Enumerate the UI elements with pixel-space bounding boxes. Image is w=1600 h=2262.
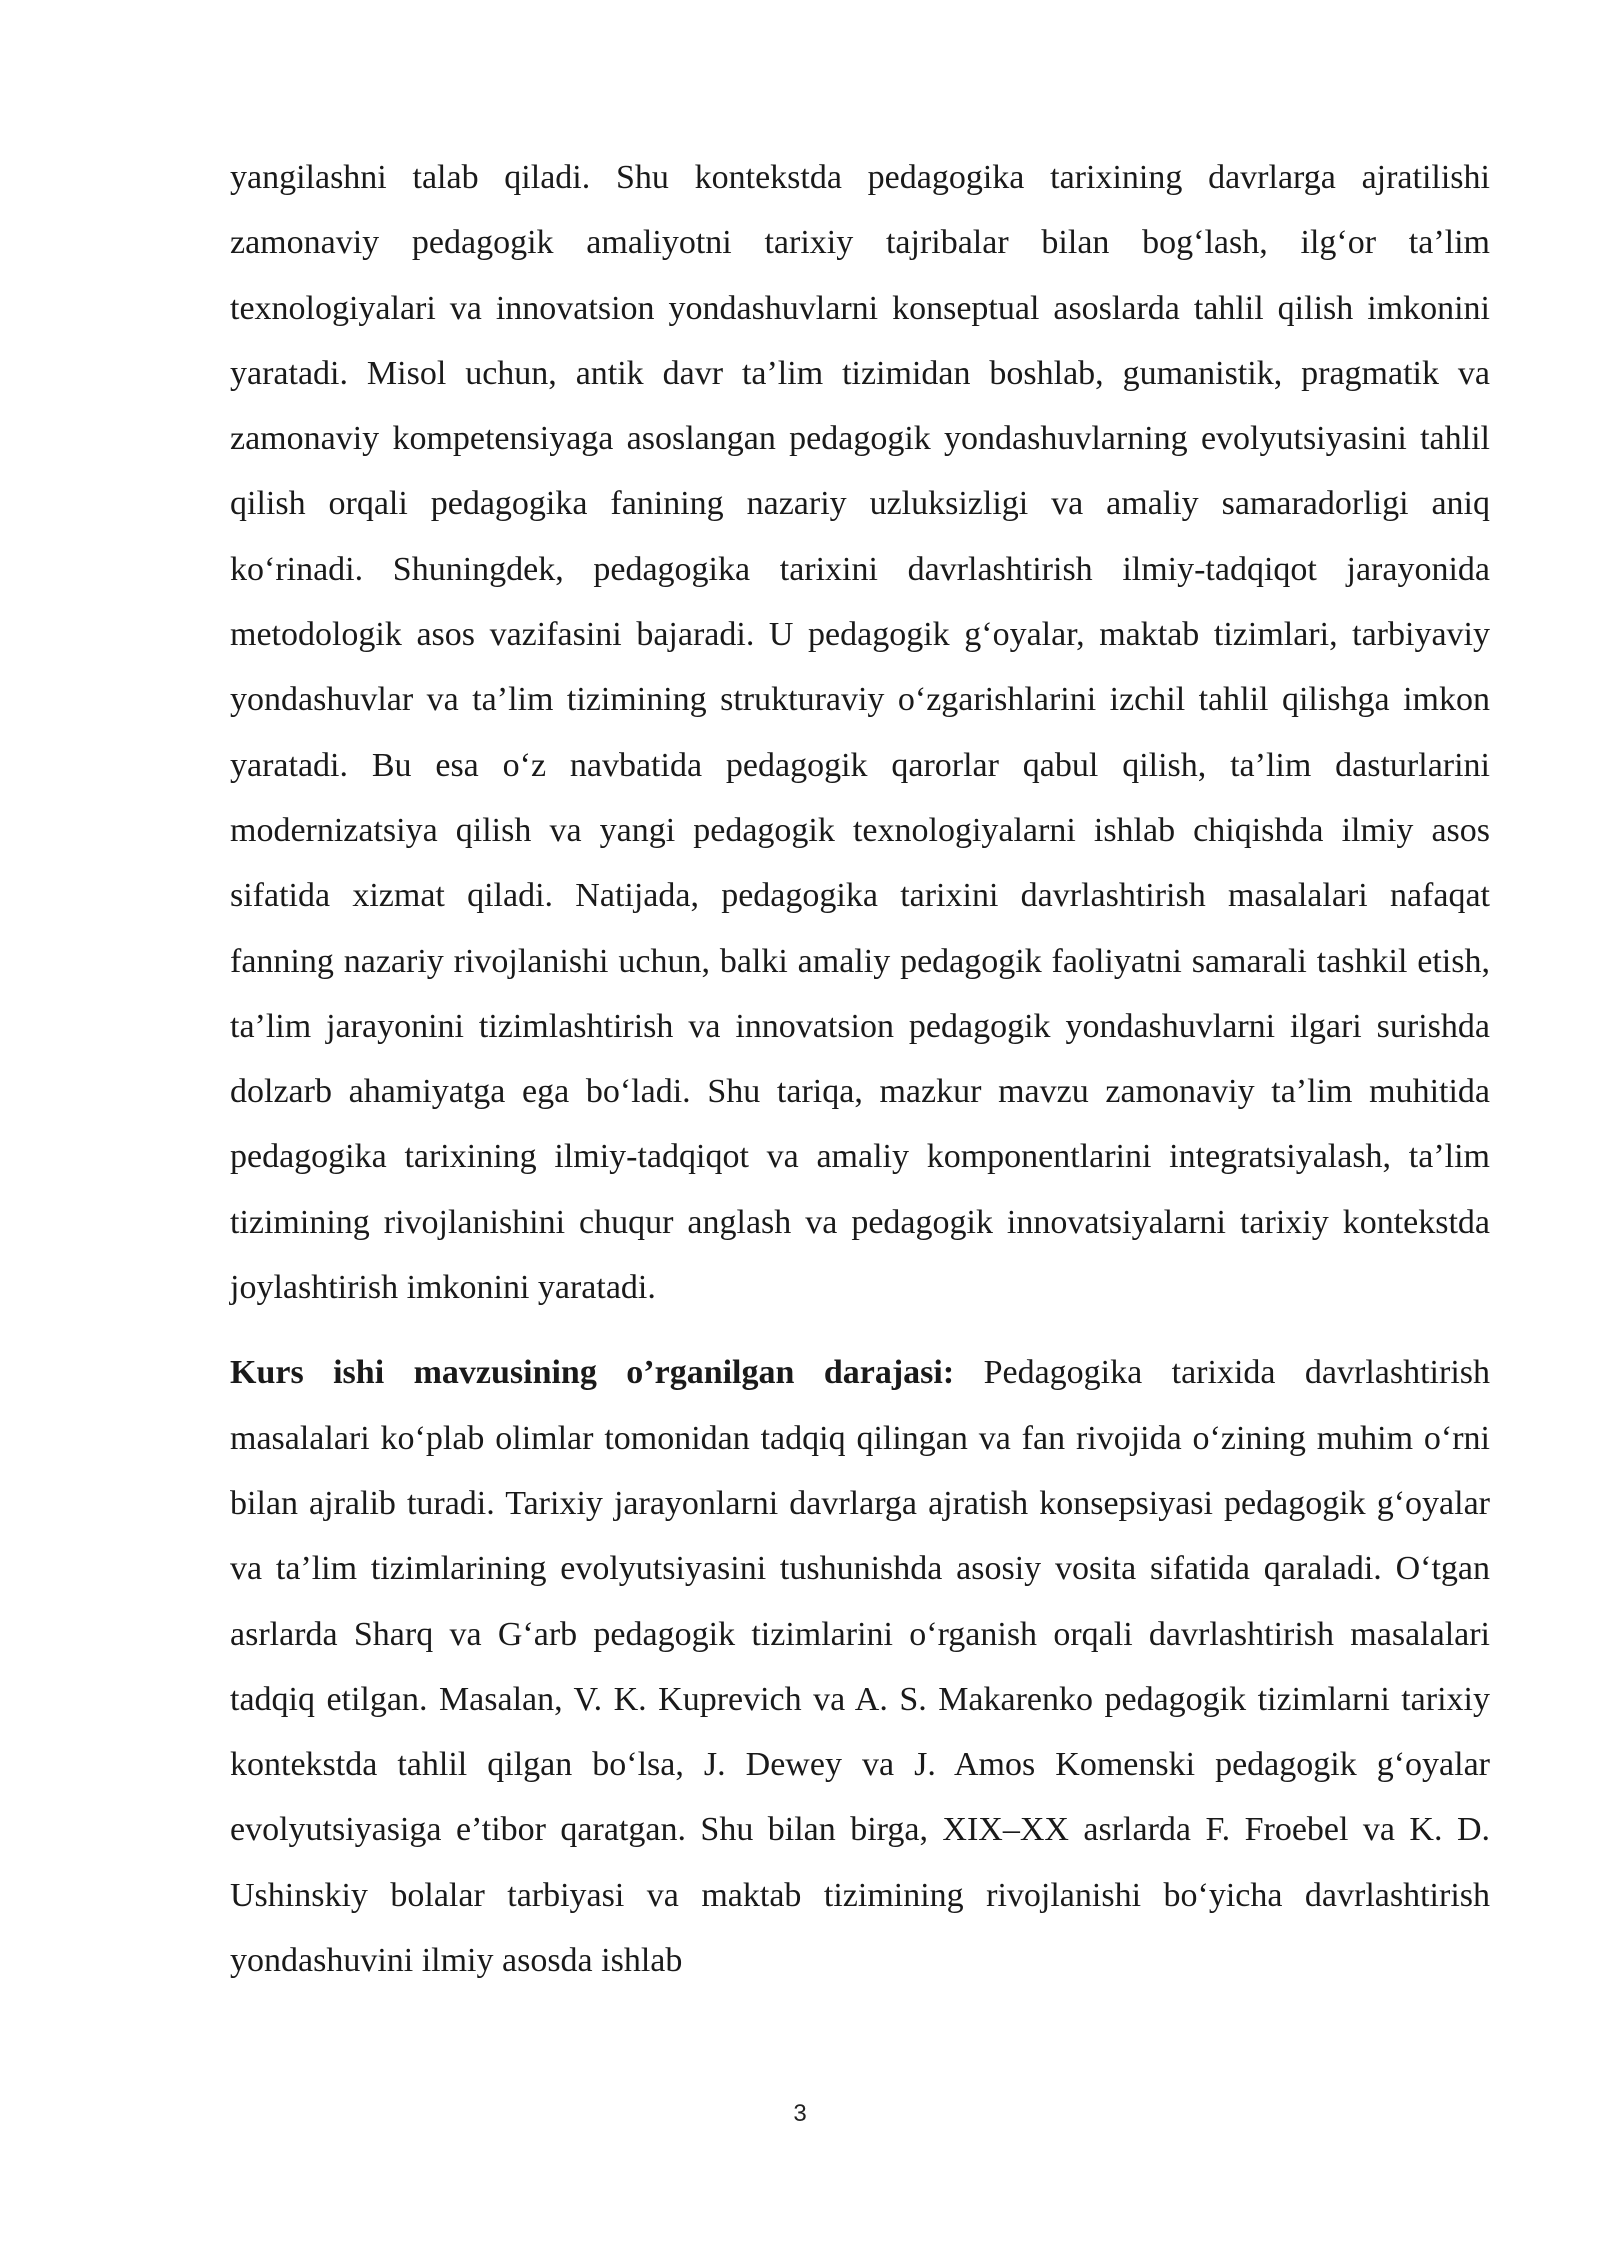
page-body [230,145,1490,1993]
body-paragraph-2 [230,1340,1490,1993]
body-paragraph-1 [230,145,1490,1320]
paragraph-2-text: Pedagogika tarixida davrlashtirish masalalari ko‘plab olimlar tomonidan tadqiq qilingan va fan rivojida o‘zining muhim o‘rni bilan ajralib turadi. Tarixiy jarayonlarni davrlarga ajratish konsepsiyasi pedagogik g‘oyalar va ta’lim tizimlarining evolyutsiyasini tushunishda asosiy vosita sifatida qaraladi. O‘tgan asrlarda Sharq va G‘arb pedagogik tizimlarini o‘rganish orqali davrlashtirish masalalari tadqiq etilgan. Masalan, V. K. Kuprevich va A. S. Makarenko pedagogik tizimlarni tarixiy kontekstda tahlil qilgan bo‘lsa, J. Dewey va J. Amos Komenski pedagogik g‘oyalar evolyutsiyasiga e’tibor qaratgan. Shu bilan birga, XIX–XX asrlarda F. Froebel va K. D. Ushinskiy bolalar tarbiyasi va maktab tizimining rivojlanishi bo‘yicha davrlashtirish yondashuvini ilmiy asosda ishlab [230,1354,1491,1980]
section-heading: Kurs ishi mavzusining o’rganilgan darajasi: [230,1354,955,1392]
paragraph-1-text: yangilashni talab qiladi. Shu kontekstda pedagogika tarixining davrlarga ajratilishi zamonaviy pedagogik amaliyotni tarixiy tajribalar bilan bog‘lash, ilg‘or ta’lim texnologiyalari va innovatsion yondashuvlarni konseptual asoslarda tahlil qilish imkonini yaratadi. Misol uchun, antik davr ta’lim tizimidan boshlab, gumanistik, pragmatik va zamonaviy kompetensiyaga asoslangan pedagogik yondashuvlarning evolyutsiyasini tahlil qilish orqali pedagogika fanining nazariy uzluksizligi va amaliy samaradorligi aniq ko‘rinadi. Shuningdek, pedagogika tarixini davrlashtirish ilmiy-tadqiqot jarayonida metodologik asos vazifasini bajaradi. U pedagogik g‘oyalar, maktab tizimlari, tarbiyaviy yondashuvlar va ta’lim tizimining strukturaviy o‘zgarishlarini izchil tahlil qilishga imkon yaratadi. Bu esa o‘z navbatida pedagogik qarorlar qabul qilish, ta’lim dasturlarini modernizatsiya qilish va yangi pedagogik texnologiyalarni ishlab chiqishda ilmiy asos sifatida xizmat qiladi. Natijada, pedagogika tarixini davrlashtirish masalalari nafaqat fanning nazariy rivojlanishi uchun, balki amaliy pedagogik faoliyatni samarali tashkil etish, ta’lim jarayonini tizimlashtirish va innovatsion pedagogik yondashuvlarni ilgari surishda dolzarb ahamiyatga ega bo‘ladi. Shu tariqa, mazkur mavzu zamonaviy ta’lim muhitida pedagogika tarixining ilmiy-tadqiqot va amaliy komponentlarini integratsiyalash, ta’lim tizimining rivojlanishini chuqur anglash va pedagogik innovatsiyalarni tarixiy kontekstda joylashtirish imkonini yaratadi. [230,159,1490,1307]
page-number: 3 [793,2100,807,2127]
